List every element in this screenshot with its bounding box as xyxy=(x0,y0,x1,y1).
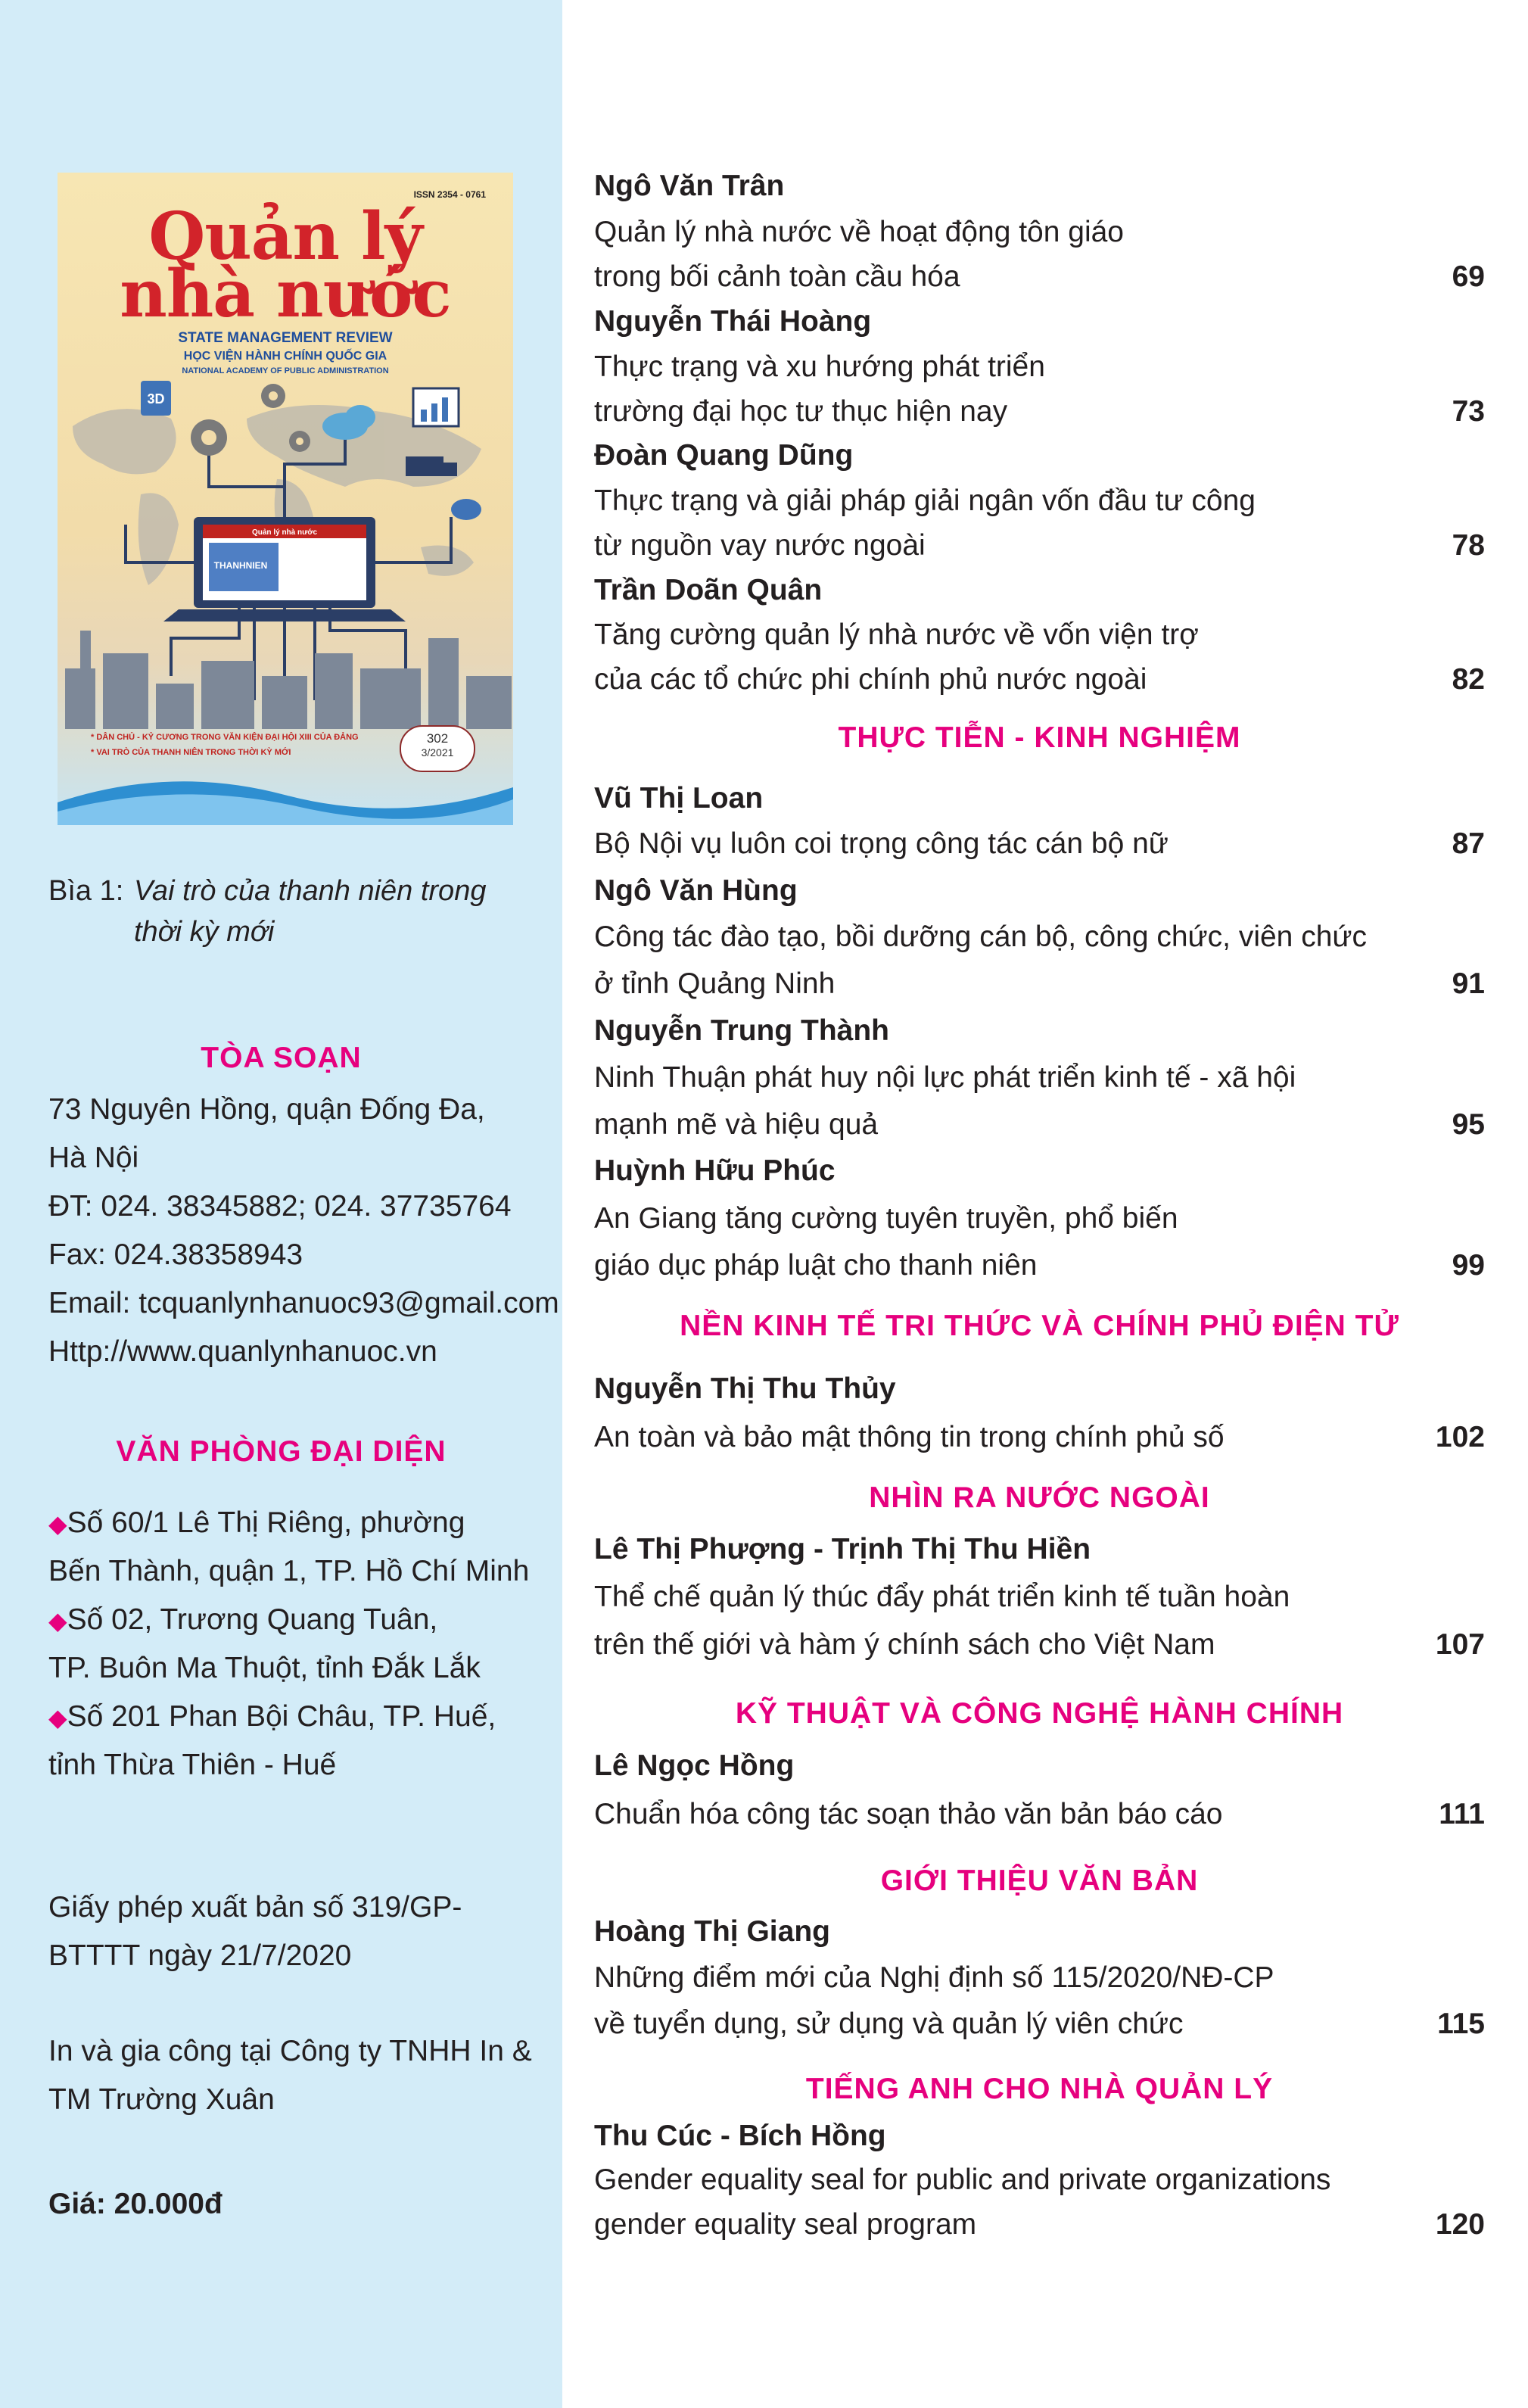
office-phone: ĐT: 024. 38345882; 024. 37735764 xyxy=(48,1190,512,1223)
cover-publisher-en: NATIONAL ACADEMY OF PUBLIC ADMINISTRATION xyxy=(182,366,389,375)
rep-office-line6: tỉnh Thừa Thiên - Huế xyxy=(48,1749,337,1781)
office-website: Http://www.quanlynhanuoc.vn xyxy=(48,1335,437,1368)
toc-author: Ngô Văn Hùng xyxy=(594,874,798,907)
caption-text-line2: thời kỳ mới xyxy=(134,916,275,948)
factory-skyline xyxy=(65,631,512,729)
diamond-bullet-icon: ◆ xyxy=(48,1510,67,1537)
toc-page-number: 99 xyxy=(1452,1249,1485,1282)
toc-title-line: An toàn và bảo mật thông tin trong chính phủ số xyxy=(594,1421,1225,1453)
toc-title-line: Công tác đào tạo, bồi dưỡng cán bộ, công chức, viên chức xyxy=(594,921,1368,953)
caption-label: Bìa 1: xyxy=(48,875,124,907)
cover-title-line1: Quản lý xyxy=(148,198,422,275)
cover-footer-line2: * VAI TRÒ CỦA THANH NIÊN TRONG THỜI KỲ MỚI xyxy=(91,748,291,757)
diamond-bullet-icon: ◆ xyxy=(48,1704,67,1731)
toc-title-line: trong bối cảnh toàn cầu hóa xyxy=(594,260,960,293)
toc-title-line: giáo dục pháp luật cho thanh niên xyxy=(594,1249,1038,1282)
rep-office-line3: ◆Số 02, Trương Quang Tuân, xyxy=(48,1603,438,1636)
cover-issue-number: 302 xyxy=(426,731,449,746)
cover-issn: ISSN 2354 - 0761 xyxy=(413,189,486,200)
cover-issue-date: 3/2021 xyxy=(421,746,454,759)
toc-author: Đoàn Quang Dũng xyxy=(594,439,854,472)
toc-title-line: An Giang tăng cường tuyên truyền, phổ biến xyxy=(594,1202,1178,1235)
office-address-line1: 73 Nguyên Hồng, quận Đống Đa, xyxy=(48,1093,485,1126)
toc-title-line: Chuẩn hóa công tác soạn thảo văn bản báo cáo xyxy=(594,1798,1223,1830)
representative-heading: VĂN PHÒNG ĐẠI DIỆN xyxy=(116,1435,447,1468)
price: Giá: 20.000đ xyxy=(48,2188,223,2220)
toc-author: Lê Ngọc Hồng xyxy=(594,1749,795,1782)
toc-page-number: 95 xyxy=(1452,1108,1485,1141)
printer-line2: TM Trường Xuân xyxy=(48,2083,275,2116)
toc-page-number: 82 xyxy=(1452,663,1485,696)
cover-technology-illustration xyxy=(58,381,513,729)
toc-page-number: 102 xyxy=(1435,1421,1485,1453)
chart-board-icon xyxy=(413,388,459,426)
printer-line1: In và gia công tại Công ty TNHH In & xyxy=(48,2035,532,2067)
toc-title-line: Thực trạng và xu hướng phát triển xyxy=(594,350,1045,383)
rep-office-line5: ◆Số 201 Phan Bội Châu, TP. Huế, xyxy=(48,1700,496,1733)
toc-page-number: 69 xyxy=(1452,260,1485,293)
toc-title-line: Bộ Nội vụ luôn coi trọng công tác cán bộ nữ xyxy=(594,827,1169,860)
toc-title-line: Tăng cường quản lý nhà nước về vốn viện trợ xyxy=(594,618,1199,651)
toc-author: Nguyễn Thái Hoàng xyxy=(594,305,872,338)
diamond-bullet-icon: ◆ xyxy=(48,1607,67,1634)
toc-author: Huỳnh Hữu Phúc xyxy=(594,1154,836,1187)
cover-title-line2: nhà nước xyxy=(120,256,451,332)
toc-title-line: Thể chế quản lý thúc đẩy phát triển kinh tế tuần hoàn xyxy=(594,1581,1290,1613)
toc-title-line: Quản lý nhà nước về hoạt động tôn giáo xyxy=(594,216,1125,248)
toc-page-number: 87 xyxy=(1452,827,1485,860)
rep-office-line4: TP. Buôn Ma Thuột, tỉnh Đắk Lắk xyxy=(48,1652,481,1684)
toc-title-line: gender equality seal program xyxy=(594,2208,977,2241)
toc-author: Hoàng Thị Giang xyxy=(594,1915,830,1948)
toc-section-heading: KỸ THUẬT VÀ CÔNG NGHỆ HÀNH CHÍNH xyxy=(735,1697,1344,1730)
caption-text-line1: Vai trò của thanh niên trong xyxy=(134,875,487,907)
toc-page-number: 120 xyxy=(1435,2208,1485,2241)
toc-author: Trần Doãn Quân xyxy=(594,574,823,606)
cover-caption xyxy=(48,871,486,952)
cover-subtitle-en: STATE MANAGEMENT REVIEW xyxy=(178,330,393,346)
toc-author: Nguyễn Thị Thu Thủy xyxy=(594,1372,896,1405)
toc-section-heading: NHÌN RA NƯỚC NGOÀI xyxy=(869,1481,1210,1514)
toc-page-number: 91 xyxy=(1452,967,1485,1000)
cover-wave-decoration xyxy=(58,765,513,825)
toc-page-number: 107 xyxy=(1435,1628,1485,1661)
office-email: Email: tcquanlynhanuoc93@gmail.com xyxy=(48,1287,559,1319)
toc-section-heading: GIỚI THIỆU VĂN BẢN xyxy=(880,1864,1199,1897)
toc-title-line: trường đại học tư thục hiện nay xyxy=(594,395,1008,428)
sidebar-panel xyxy=(0,0,562,2408)
toc-page-number: 111 xyxy=(1439,1798,1485,1830)
toc-author: Ngô Văn Trân xyxy=(594,170,785,202)
laptop-icon xyxy=(163,517,406,621)
office-heading: TÒA SOẠN xyxy=(201,1042,362,1074)
toc-section-heading: TIẾNG ANH CHO NHÀ QUẢN LÝ xyxy=(805,2073,1274,2105)
toc-title-line: Những điểm mới của Nghị định số 115/2020/NĐ-CP xyxy=(594,1961,1274,1994)
chat-bubble-icon xyxy=(451,499,481,520)
toc-page-number: 115 xyxy=(1437,2008,1485,2040)
toc-title-line: của các tổ chức phi chính phủ nước ngoài xyxy=(594,663,1147,696)
magazine-cover-image xyxy=(58,173,513,825)
cover-publisher-vi: HỌC VIỆN HÀNH CHÍNH QUỐC GIA xyxy=(183,350,387,363)
office-address-line2: Hà Nội xyxy=(48,1142,139,1174)
license-line2: BTTTT ngày 21/7/2020 xyxy=(48,1939,352,1972)
rep-office-line2: Bến Thành, quận 1, TP. Hồ Chí Minh xyxy=(48,1555,530,1587)
toc-page-number: 78 xyxy=(1452,529,1485,562)
toc-title-line: về tuyển dụng, sử dụng và quản lý viên chức xyxy=(594,2008,1184,2040)
toc-title-line: Thực trạng và giải pháp giải ngân vốn đầu tư công xyxy=(594,484,1256,517)
toc-author: Vũ Thị Loan xyxy=(594,782,764,815)
toc-title-line: mạnh mẽ và hiệu quả xyxy=(594,1108,879,1141)
license-line1: Giấy phép xuất bản số 319/GP- xyxy=(48,1891,462,1924)
toc-title-line: Ninh Thuận phát huy nội lực phát triển kinh tế - xã hội xyxy=(594,1061,1296,1094)
toc-section-heading: NỀN KINH TẾ TRI THỨC VÀ CHÍNH PHỦ ĐIỆN TỬ xyxy=(680,1310,1399,1342)
toc-title-line: Gender equality seal for public and private organizations xyxy=(594,2163,1331,2196)
toc-author: Lê Thị Phượng - Trịnh Thị Thu Hiền xyxy=(594,1533,1091,1565)
screen-label: THANHNIEN xyxy=(213,560,268,571)
toc-title-line: từ nguồn vay nước ngoài xyxy=(594,529,926,562)
toc-author: Nguyễn Trung Thành xyxy=(594,1014,889,1047)
cover-3d-badge: 3D xyxy=(147,391,165,407)
toc-page-number: 73 xyxy=(1452,395,1485,428)
toc-section-heading: THỰC TIỄN - KINH NGHIỆM xyxy=(838,721,1241,754)
toc-title-line: ở tỉnh Quảng Ninh xyxy=(594,967,836,1000)
cover-footer-line1: * DÂN CHỦ - KỶ CƯƠNG TRONG VĂN KIỆN ĐẠI HỘI XIII CỦA ĐẢNG xyxy=(91,733,359,742)
office-fax: Fax: 024.38358943 xyxy=(48,1238,303,1271)
screen-mast: Quản lý nhà nước xyxy=(251,528,318,537)
rep-office-line1: ◆Số 60/1 Lê Thị Riêng, phường xyxy=(48,1506,465,1539)
toc-title-line: trên thế giới và hàm ý chính sách cho Việt Nam xyxy=(594,1628,1215,1661)
toc-author: Thu Cúc - Bích Hồng xyxy=(594,2120,886,2152)
